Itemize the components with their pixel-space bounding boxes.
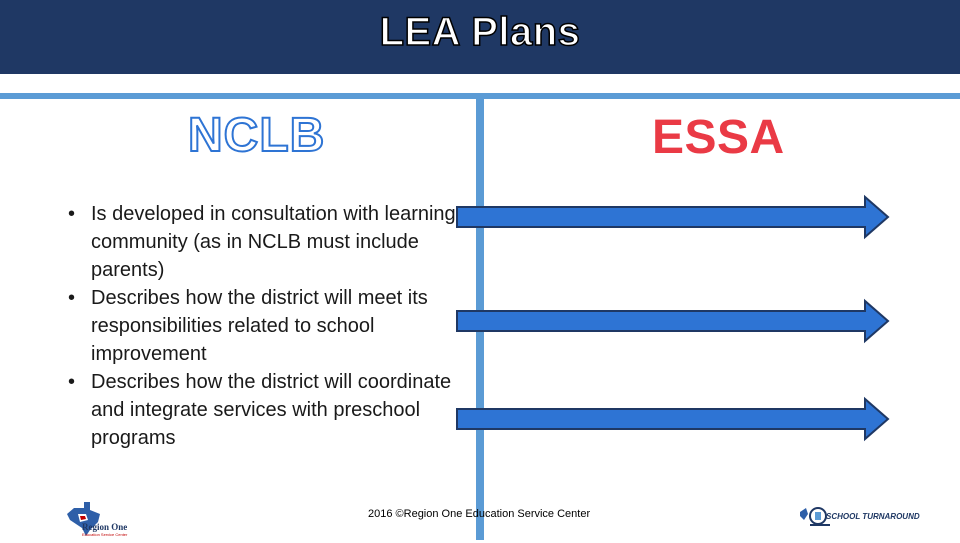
region-one-tagline: Education Service Center [82,532,128,537]
slide-title: LEA Plans [379,10,581,54]
school-turnaround-name: SCHOOL TURNAROUND [826,512,920,521]
region-one-name: Region One [82,522,128,532]
right-arrow-icon [455,298,890,344]
bullet-list [68,200,468,452]
right-arrow-icon [455,194,890,240]
essa-heading: ESSA [652,111,785,164]
bullet-item: • Is developed in consultation with learning community (as in NCLB must include parents) [68,200,468,284]
nclb-heading: NCLB [188,109,326,162]
bullet-item: • Describes how the district will coordinate and integrate services with preschool programs [68,368,468,452]
bullet-item: • Describes how the district will meet its responsibilities related to school improvement [68,284,468,368]
school-turnaround-logo [798,502,920,532]
region-one-logo [64,500,136,538]
footer-copyright: 2016 ©Region One Education Service Center [368,508,591,520]
right-arrow-icon [455,396,890,442]
